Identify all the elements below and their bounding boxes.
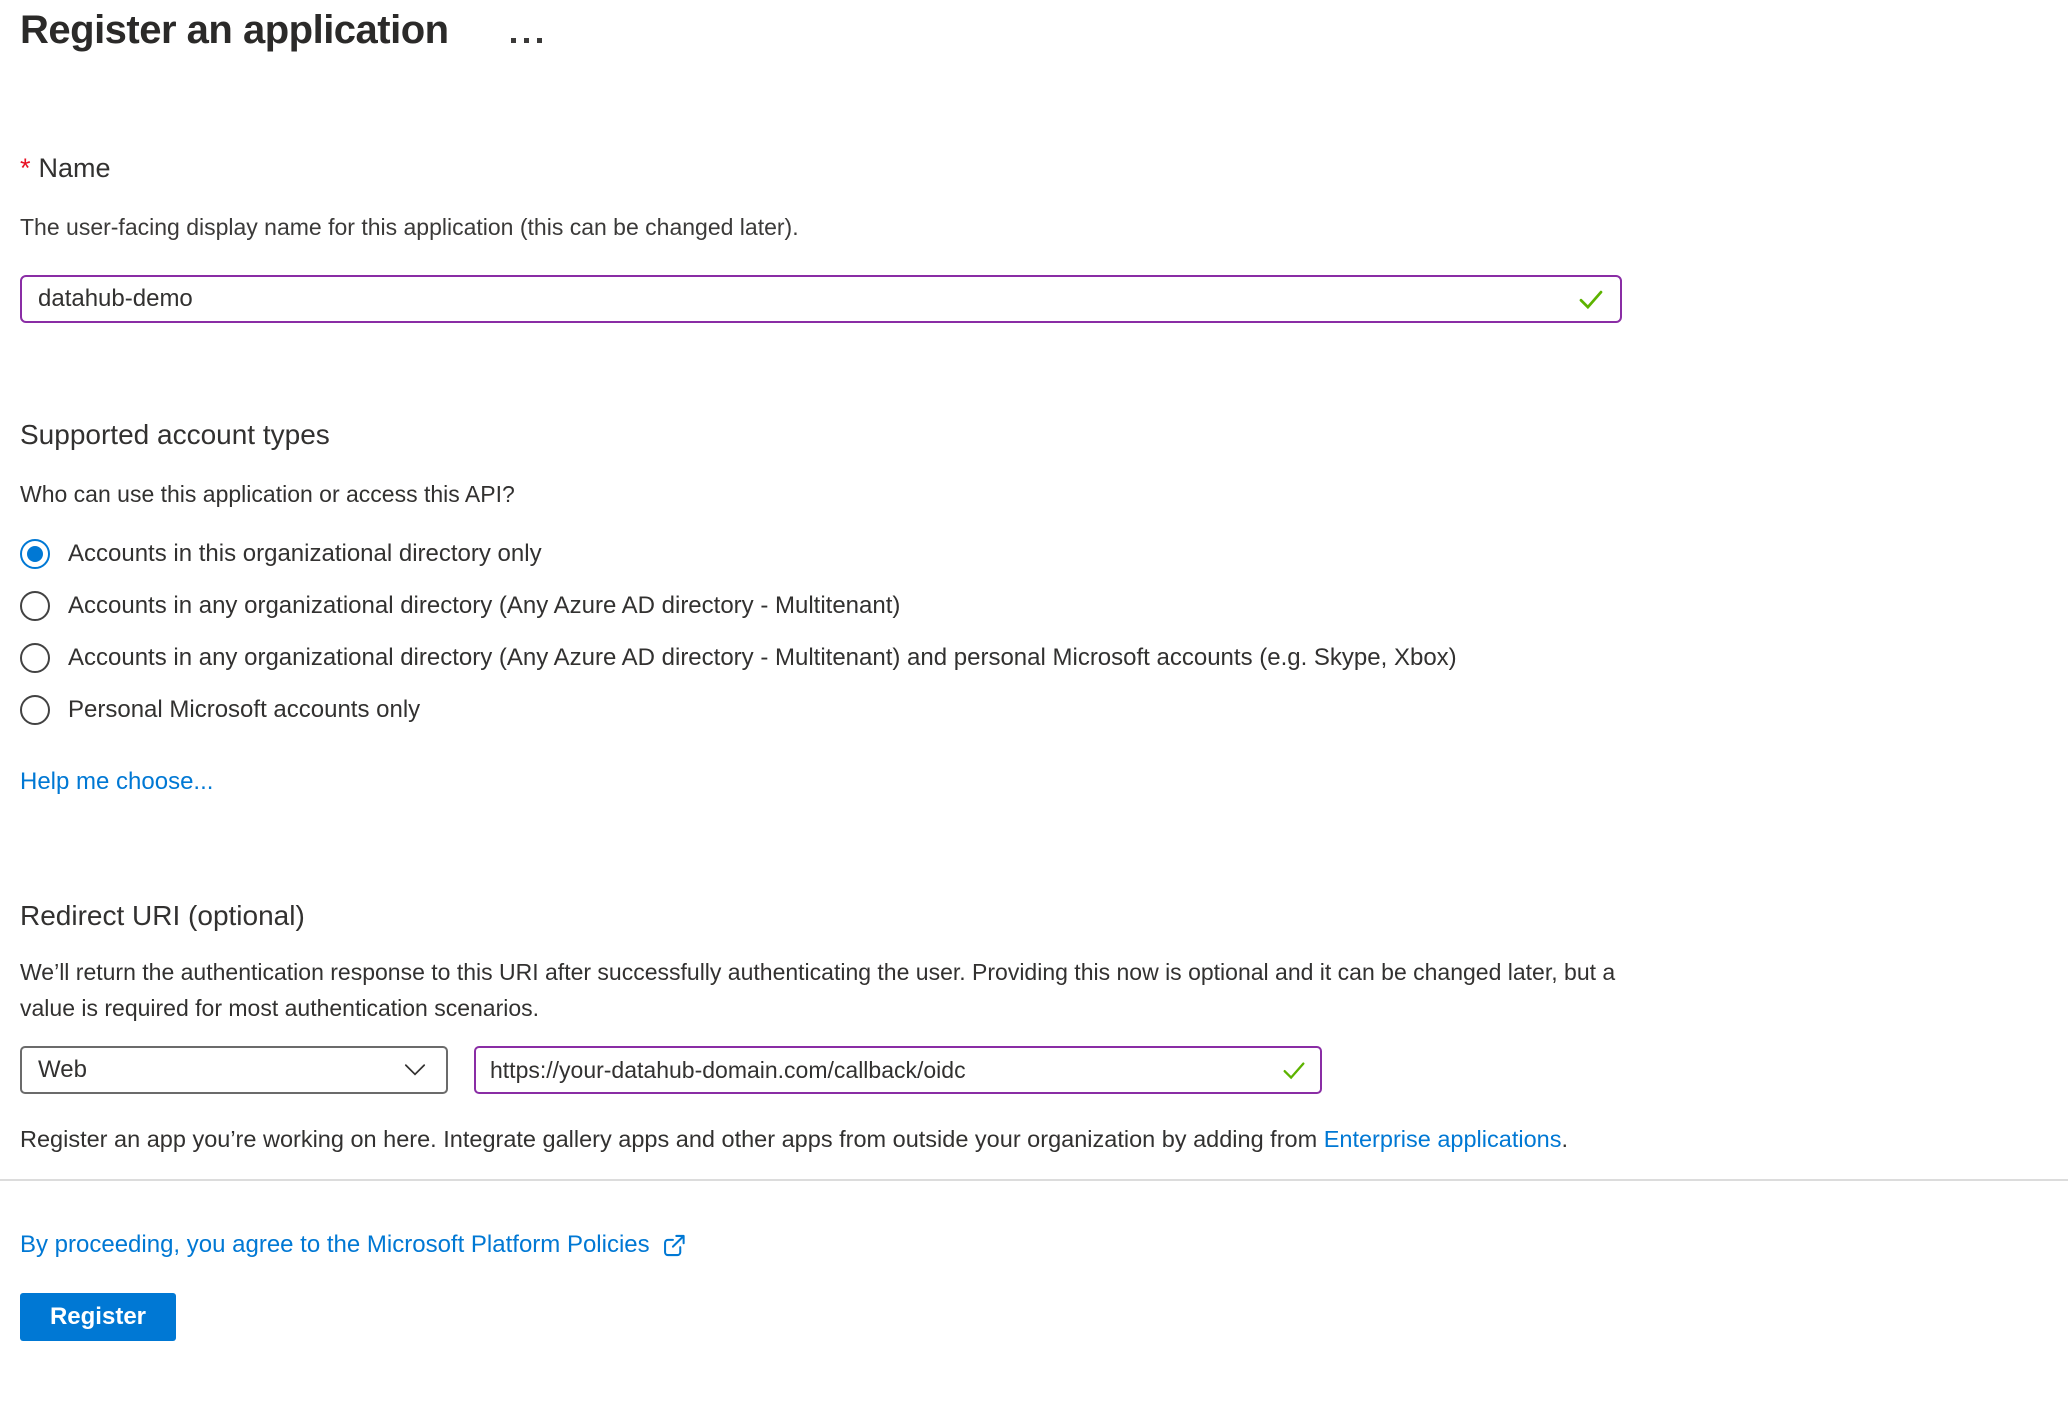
- radio-button-icon: [20, 539, 50, 569]
- platform-policies-link[interactable]: [20, 1231, 687, 1259]
- radio-button-icon: [20, 591, 50, 621]
- account-types-question: Who can use this application or access this API?: [20, 481, 515, 507]
- section-divider: [0, 1179, 2068, 1181]
- dot: [511, 38, 516, 43]
- required-asterisk: *: [20, 153, 31, 183]
- note-text-before: Register an app you’re working on here. Integrate gallery apps and other apps from outside your organization by adding from: [20, 1126, 1324, 1152]
- redirect-uri-input[interactable]: [474, 1046, 1322, 1094]
- name-field-description: The user-facing display name for this application (this can be changed later).: [20, 214, 799, 240]
- radio-button-icon: [20, 695, 50, 725]
- radio-option-personal-only[interactable]: [20, 684, 2048, 736]
- name-input[interactable]: [20, 275, 1622, 323]
- policies-row: [20, 1231, 2048, 1259]
- note-text-after: .: [1561, 1126, 1568, 1152]
- page-title: Register an application: [20, 8, 449, 52]
- radio-option-label: Accounts in this organizational directory only: [68, 540, 542, 567]
- redirect-uri-controls: [20, 1046, 2048, 1094]
- radio-option-label: Personal Microsoft accounts only: [68, 696, 421, 723]
- radio-option-multitenant-personal[interactable]: [20, 632, 2048, 684]
- external-link-icon: [660, 1232, 687, 1259]
- platform-select[interactable]: [20, 1046, 448, 1094]
- radio-button-icon: [20, 643, 50, 673]
- redirect-uri-description: We’ll return the authentication response to this URI after successfully authenticating the user. Providing this now is optional and it can be changed later, but a value is required for most authentication scenarios.: [20, 959, 1616, 1021]
- platform-select-value: Web: [38, 1056, 87, 1083]
- redirect-uri-input-container: [474, 1046, 1322, 1094]
- radio-option-multitenant[interactable]: [20, 580, 2048, 632]
- radio-option-label: Accounts in any organizational directory (Any Azure AD directory - Multitenant): [68, 592, 901, 619]
- name-input-container: [20, 275, 1622, 323]
- chevron-down-icon: [402, 1057, 428, 1083]
- register-button[interactable]: Register: [20, 1293, 176, 1341]
- name-label-text: Name: [38, 153, 111, 183]
- enterprise-apps-note: [20, 1126, 2048, 1153]
- enterprise-applications-link[interactable]: Enterprise applications: [1323, 1126, 1562, 1152]
- radio-option-single-tenant[interactable]: [20, 528, 2048, 580]
- policies-link-text: By proceeding, you agree to the Microsoft Platform Policies: [20, 1231, 650, 1258]
- radio-option-label: Accounts in any organizational directory (Any Azure AD directory - Multitenant) and personal Microsoft accounts (e.g. Skype, Xbox): [68, 644, 1457, 671]
- name-field-label: [20, 153, 2048, 184]
- help-me-choose-link[interactable]: Help me choose...: [20, 768, 214, 795]
- more-options-icon[interactable]: [507, 34, 546, 47]
- redirect-uri-heading: Redirect URI (optional): [20, 900, 305, 931]
- supported-account-types-heading: Supported account types: [20, 419, 330, 450]
- dot: [537, 38, 542, 43]
- page-header: [20, 8, 2048, 53]
- account-type-radio-group: [20, 528, 2048, 736]
- dot: [524, 38, 529, 43]
